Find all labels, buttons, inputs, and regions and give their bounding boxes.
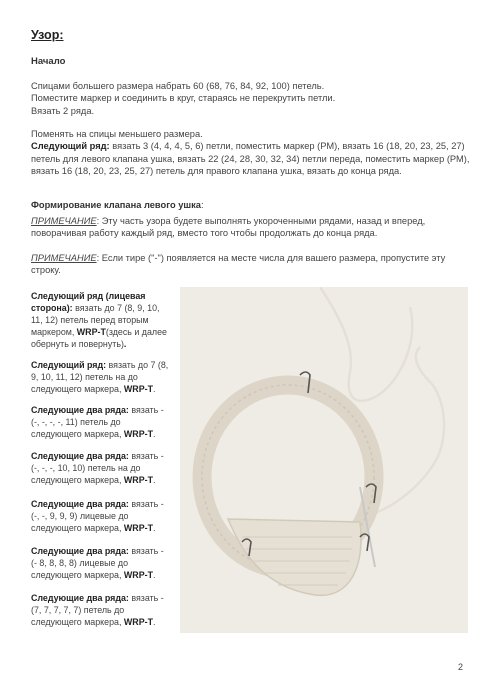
wrp-t-term: WRP-T <box>123 523 153 533</box>
row-label: Следующий ряд (лицевая сторона): <box>31 291 146 313</box>
row-end: . <box>153 384 156 394</box>
start-subheading: Начало <box>31 56 66 67</box>
intro-line: Спицами большего размера набрать 60 (68, 76, 84, 92, 100) петель. <box>31 81 325 91</box>
change-needles-text: Поменять на спицы меньшего размера. <box>31 129 203 139</box>
row-end: . <box>153 475 156 485</box>
wrp-t-term: WRP-T <box>123 384 153 394</box>
intro-line: Вязать 2 ряда. <box>31 105 95 116</box>
note-label: ПРИМЕЧАНИЕ <box>31 253 97 263</box>
row-text-note: (здесь и далее обернуть и повернуть) <box>31 327 167 349</box>
needle-change-paragraph <box>31 128 471 177</box>
note-2 <box>31 252 471 277</box>
row-end: . <box>153 570 156 580</box>
row-text: вязать - (-, -, 9, 9, 9) лицевые до следующего маркера, <box>31 499 164 533</box>
next-row-label: Следующий ряд: <box>31 141 110 152</box>
wrp-t-term: WRP-T <box>123 429 153 439</box>
pattern-heading: Узор: <box>31 28 64 42</box>
row-end: . <box>123 339 127 349</box>
row-instruction-5 <box>31 498 171 534</box>
row-text: вязать - (-, -, -, 10, 10) петель на до следующего маркера, <box>31 451 164 485</box>
row-label: Следующие два ряда: <box>31 499 129 509</box>
intro-paragraph <box>31 80 471 117</box>
row-label: Следующий ряд: <box>31 360 107 370</box>
row-text: вязать - (-, -, -, -, 11) петель до следующего маркера, <box>31 405 164 439</box>
row-text: вязать до 7 (8, 9, 10, 11, 12) петель перед вторым маркером, <box>31 303 160 337</box>
row-end: . <box>153 523 156 533</box>
row-label: Следующие два ряда: <box>31 546 129 556</box>
row-end: . <box>153 429 156 439</box>
section-heading <box>31 200 204 210</box>
note-label: ПРИМЕЧАНИЕ <box>31 216 97 226</box>
row-instruction-4 <box>31 450 171 486</box>
wrp-t-term: WRP-T <box>123 617 153 627</box>
section-colon: : <box>200 200 204 210</box>
row-instruction-2 <box>31 359 171 395</box>
next-row-instruction <box>31 140 471 177</box>
next-row-text: вязать 3 (4, 4, 4, 5, 6) петли, поместить маркер (РМ), вязать 16 (18, 20, 23, 25, 27) петель для левого клапана ушка, вязать 22 (24, 28, 30, 32, 34) петли переда, поместить маркер (РМ), вязать 16 (18, 20, 23, 25, 27) петель для правого клапана ушка, вязать до конца ряда. <box>31 141 470 176</box>
knitting-photo <box>180 287 468 633</box>
row-text: вязать - (- 8, 8, 8, 8) лицевые до следующего маркера, <box>31 546 164 580</box>
row-end: . <box>153 617 156 627</box>
section-title: Формирование клапана левого ушка <box>31 200 201 210</box>
page-number: 2 <box>458 662 464 672</box>
wrp-t-term: WRP-T <box>123 570 153 580</box>
row-text: вязать до 7 (8, 9, 10, 11, 12) петель на до следующего маркера, <box>31 360 169 394</box>
row-instruction-1 <box>31 290 171 350</box>
row-instruction-7 <box>31 592 171 628</box>
row-label: Следующие два ряда: <box>31 405 129 415</box>
row-text: вязать - (7, 7, 7, 7, 7) петель до следующего маркера, <box>31 593 164 627</box>
row-instruction-6 <box>31 545 171 581</box>
wrp-t-term: WRP-T <box>123 475 153 485</box>
row-instruction-3 <box>31 404 171 440</box>
row-label: Следующие два ряда: <box>31 593 129 603</box>
row-label: Следующие два ряда: <box>31 451 129 461</box>
note-2-text: : Если тире ("-") появляется на месте числа для вашего размера, пропустите эту строку. <box>31 253 446 276</box>
intro-line: Поместите маркер и соединить в круг, стараясь не перекрутить петли. <box>31 93 336 104</box>
note-1-text: : Эту часть узора будете выполнять укороченными рядами, назад и вперед, поворачивая работу каждый ряд, вместо того чтобы продолжать до конца ряда. <box>31 216 426 239</box>
note-1 <box>31 215 471 240</box>
wrp-t-term: WRP-T <box>76 327 106 337</box>
